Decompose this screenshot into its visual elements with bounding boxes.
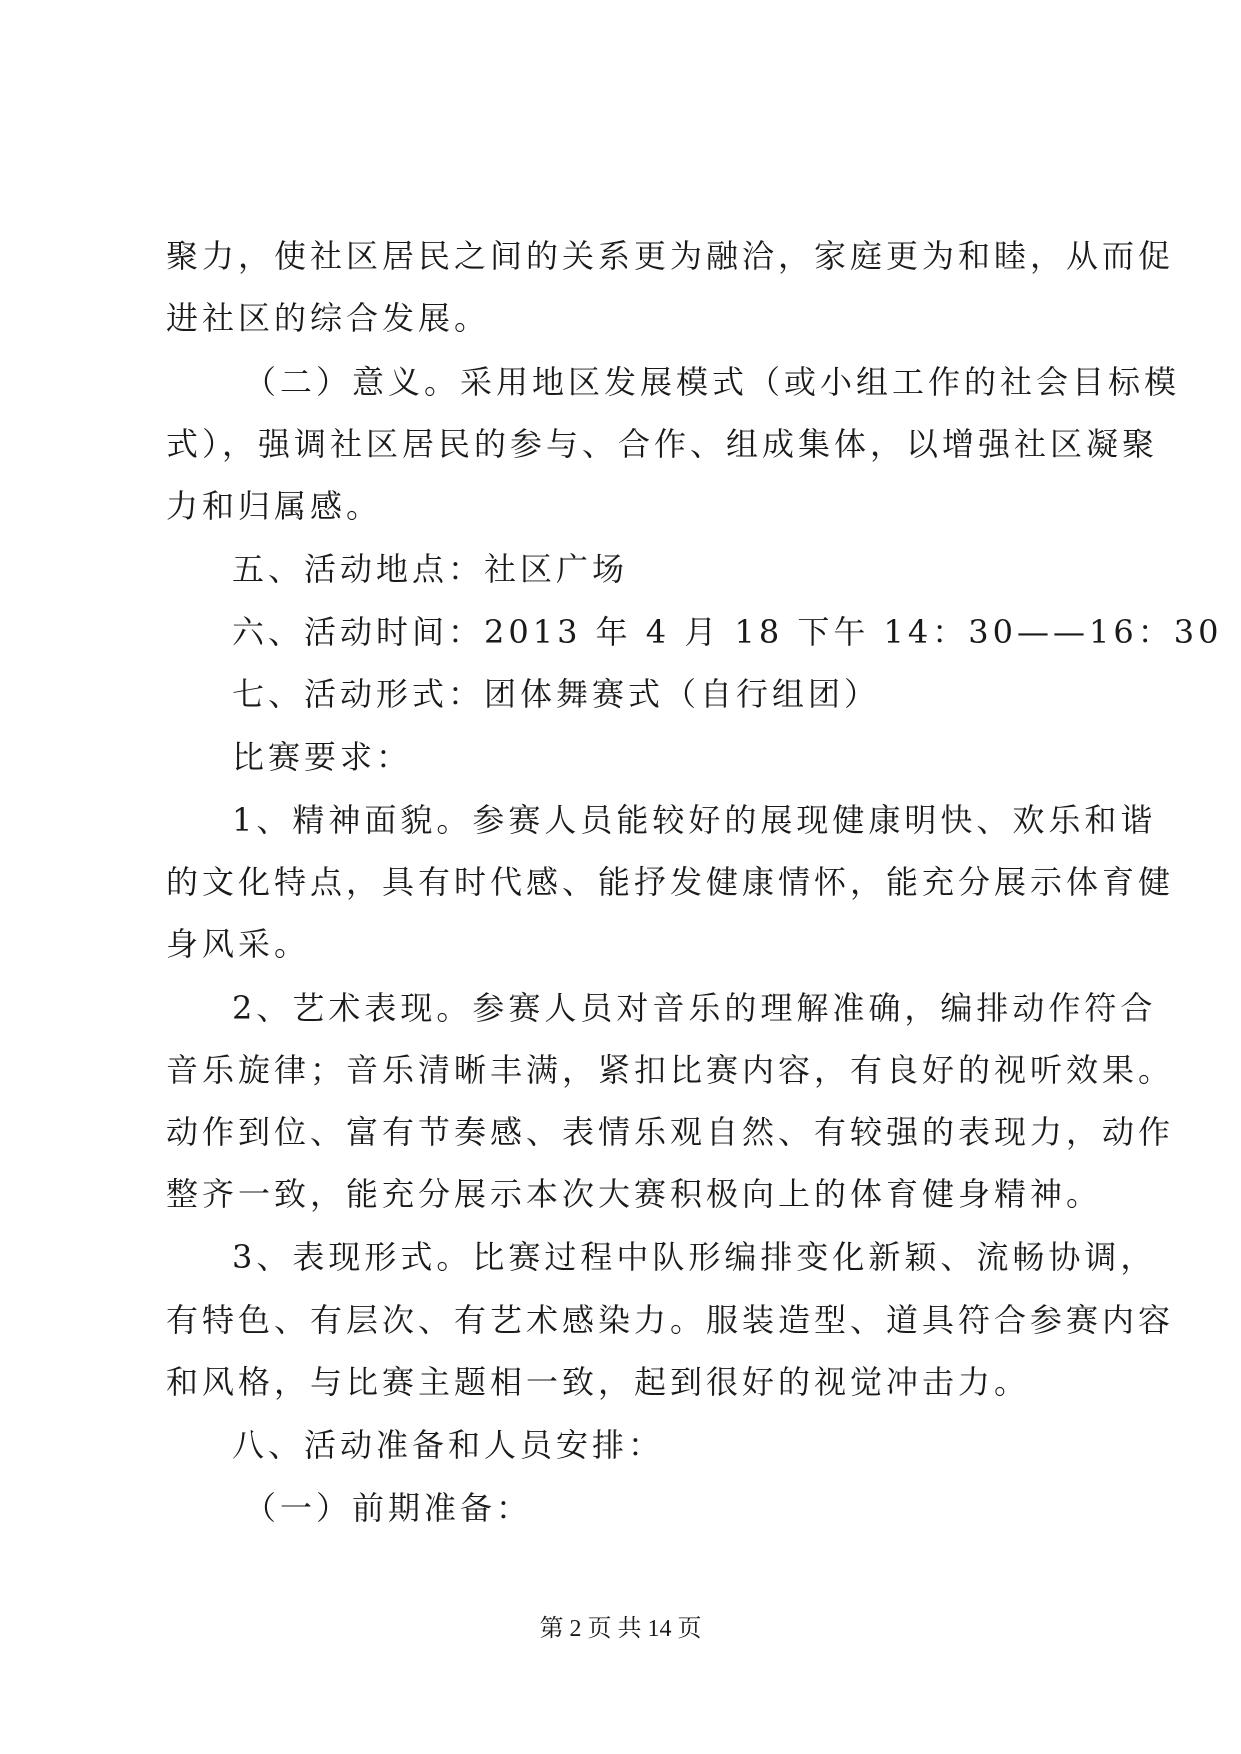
paragraph-line: （二）意义。采用地区发展模式（或小组工作的社会目标模 (244, 363, 1181, 401)
paragraph-line: 和风格，与比赛主题相一致，起到很好的视觉冲击力。 (166, 1363, 1031, 1401)
page-footer: 第 2 页 共 14 页 (539, 1616, 702, 1642)
paragraph-line: 3、表现形式。比赛过程中队形编排变化新颖、流畅协调， (232, 1238, 1157, 1276)
paragraph-line: 1、精神面貌。参赛人员能较好的展现健康明快、欢乐和谐 (232, 801, 1157, 839)
subheading: 比赛要求： (232, 738, 413, 776)
paragraph-line: 整齐一致，能充分展示本次大赛积极向上的体育健身精神。 (166, 1175, 1103, 1213)
paragraph-line: 力和归属感。 (166, 487, 383, 525)
section-heading: 八、活动准备和人员安排： (232, 1426, 665, 1464)
paragraph-line: 进社区的综合发展。 (166, 299, 491, 337)
paragraph-line: 有特色、有层次、有艺术感染力。服装造型、道具符合参赛内容 (166, 1301, 1175, 1339)
section-heading: 七、活动形式：团体舞赛式（自行组团） (232, 675, 881, 713)
paragraph-line: 身风采。 (166, 925, 311, 963)
section-heading: 五、活动地点：社区广场 (232, 550, 629, 588)
paragraph-line: 2、艺术表现。参赛人员对音乐的理解准确，编排动作符合 (232, 989, 1157, 1027)
paragraph-line: 式），强调社区居民的参与、合作、组成集体，以增强社区凝聚 (166, 425, 1159, 463)
subheading: （一）前期准备： (244, 1489, 533, 1527)
paragraph-line: 音乐旋律；音乐清晰丰满，紧扣比赛内容，有良好的视听效果。 (166, 1051, 1175, 1089)
paragraph-line: 的文化特点，具有时代感、能抒发健康情怀，能充分展示体育健 (166, 863, 1175, 901)
section-heading: 六、活动时间：2013 年 4 月 18 下午 14：30——16：30 (232, 613, 1223, 651)
paragraph-line: 聚力，使社区居民之间的关系更为融洽，家庭更为和睦，从而促 (166, 237, 1175, 275)
paragraph-line: 动作到位、富有节奏感、表情乐观自然、有较强的表现力，动作 (166, 1113, 1175, 1151)
